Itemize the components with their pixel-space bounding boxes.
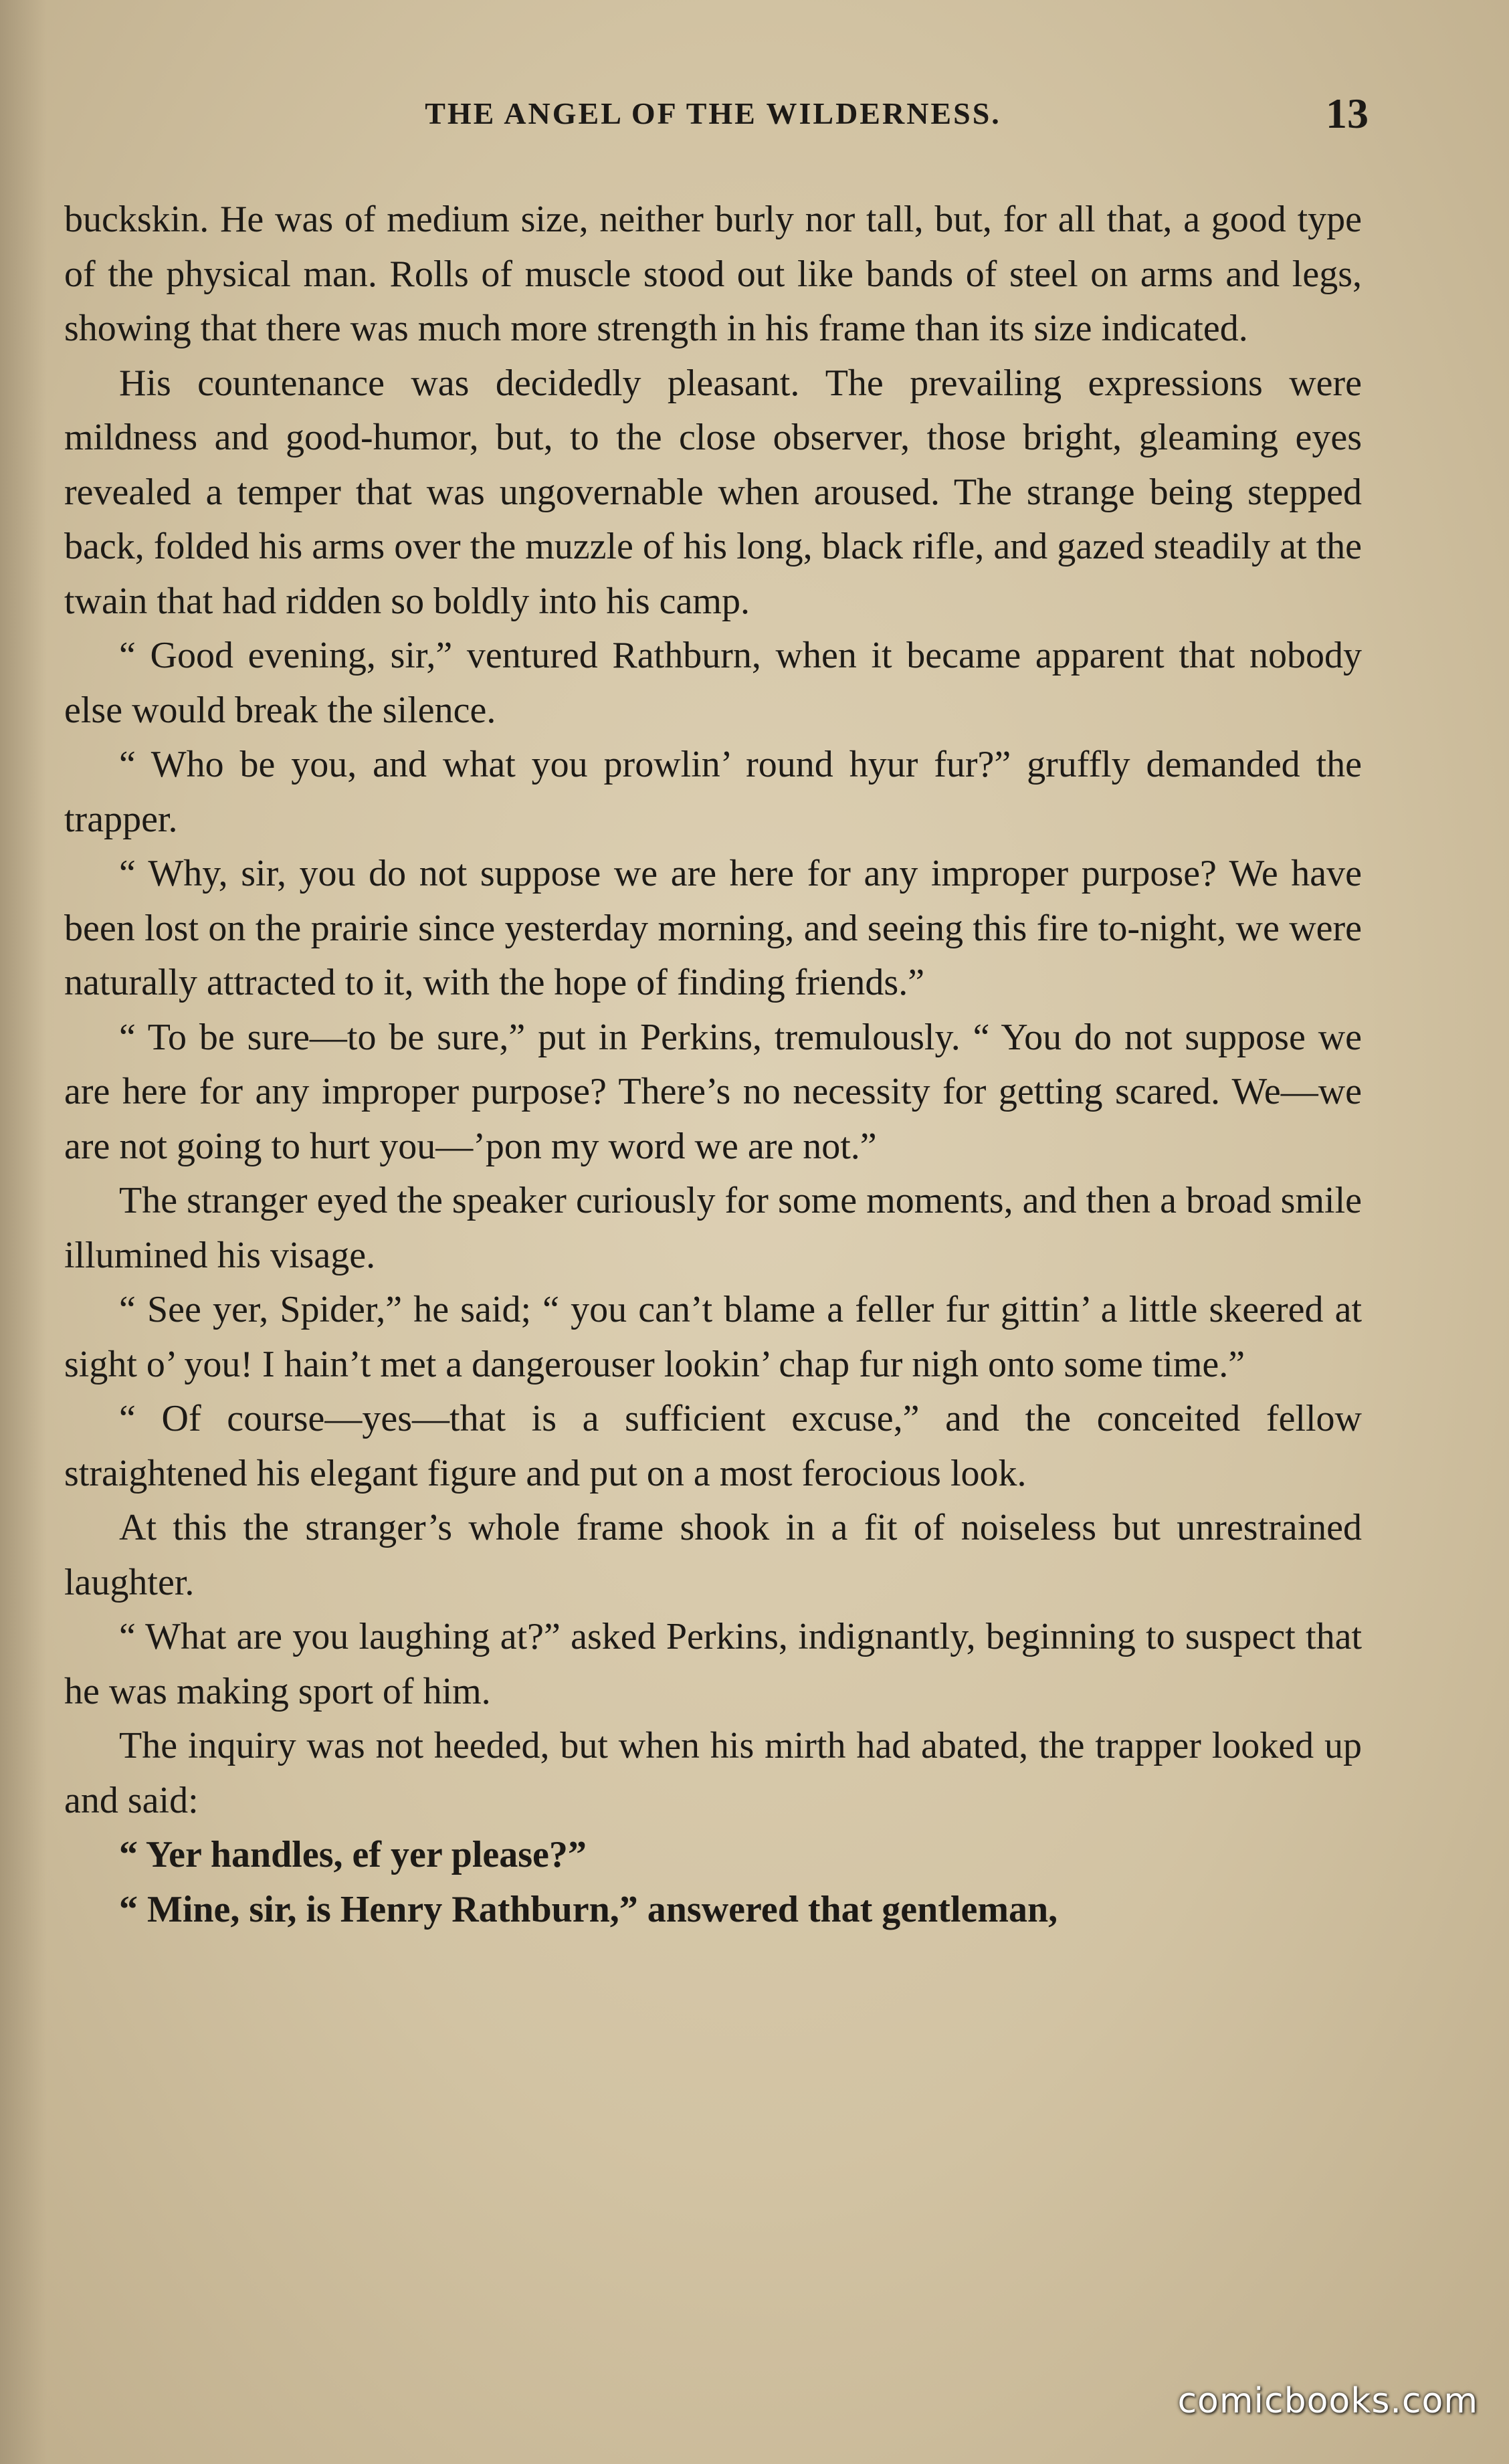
- paragraph: “ Who be you, and what you prowlin’ round hyur fur?” gruffly demanded the trapper.: [64, 744, 1362, 840]
- page-edge-shadow: [0, 0, 47, 2464]
- paragraph: “ Mine, sir, is Henry Rathburn,” answered that gentleman,: [119, 1888, 1058, 1930]
- paragraph: “ Of course—yes—that is a sufficient excuse,” and the conceited fellow straightened his elegant figure and put on a most ferocious look.: [64, 1398, 1362, 1494]
- paragraph: The inquiry was not heeded, but when his mirth had abated, the trapper looked up and said:: [64, 1725, 1362, 1821]
- watermark: comicbooks.com: [1177, 2381, 1478, 2421]
- paragraph: At this the stranger’s whole frame shook in a fit of noiseless but unrestrained laughter.: [64, 1507, 1362, 1603]
- paragraph: The stranger eyed the speaker curiously for some moments, and then a broad smile illumined his visage.: [64, 1180, 1362, 1276]
- paragraph: “ See yer, Spider,” he said; “ you can’t blame a feller fur gittin’ a little skeered at sight o’ you! I hain’t met a dangerouser lookin’ chap fur nigh onto some time.”: [64, 1289, 1362, 1385]
- page-number: 13: [1326, 90, 1369, 137]
- paragraph: “ Why, sir, you do not suppose we are here for any improper purpose? We have been lost on the prairie since yesterday morning, and seeing this fire to-night, we were naturally attracted to it, with the hope of finding friends.”: [64, 853, 1362, 1003]
- paragraph: “ Yer handles, ef yer please?”: [119, 1834, 587, 1875]
- paragraph: buckskin. He was of medium size, neither burly nor tall, but, for all that, a good type of the physical man. Rolls of muscle stood out like bands of steel on arms and legs, showing that there was much more strength in his frame than its size indicated.: [64, 199, 1362, 349]
- paragraph: “ What are you laughing at?” asked Perkins, indignantly, beginning to suspect that he was making sport of him.: [64, 1616, 1362, 1712]
- running-head: THE ANGEL OF THE WILDERNESS.: [425, 96, 1001, 130]
- paragraph: His countenance was decidedly pleasant. The prevailing expressions were mildness and good-humor, but, to the close observer, those bright, gleaming eyes revealed a temper that was ungovernable when aroused. The strange being stepped back, folded his arms over the muzzle of his long, black rifle, and gazed steadily at the twain that had ridden so boldly into his camp.: [64, 362, 1362, 622]
- page-header: [64, 87, 1369, 140]
- paragraph: “ Good evening, sir,” ventured Rathburn, when it became apparent that nobody else would break the silence.: [64, 635, 1362, 731]
- paragraph: “ To be sure—to be sure,” put in Perkins, tremulously. “ You do not suppose we are here for any improper purpose? There’s no necessity for getting scared. We—we are not going to hurt you—’pon my word we are not.”: [64, 1016, 1362, 1167]
- body-text: [64, 193, 1362, 1937]
